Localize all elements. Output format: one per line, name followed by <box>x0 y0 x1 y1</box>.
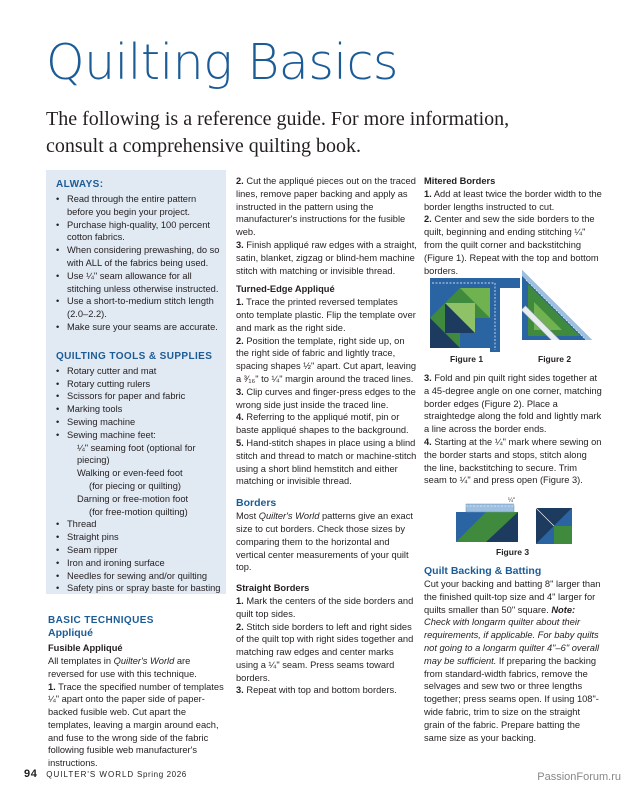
list-item: • Rotary cutter and mat <box>56 365 224 378</box>
mitered-step-3: 3. Fold and pin quilt right sides together at a 45-degree angle on one corner, matching border edges (Figure 2). Place a straightedge along the fold and lightly mark a line across the border ends. <box>424 373 602 435</box>
list-item: • Use a short-to-medium stitch length (2.0–2.2). <box>56 295 224 321</box>
page-footer <box>24 768 187 780</box>
watermark: PassionForum.ru <box>537 771 621 783</box>
straight-step-1: 1. Mark the centers of the side borders and quilt top sides. <box>236 595 414 619</box>
tools-heading: QUILTING TOOLS & SUPPLIES <box>56 350 213 362</box>
list-subitem: ¼" seaming foot (optional for piecing) <box>77 442 196 466</box>
page-title: Quilting Basics <box>46 34 398 91</box>
mitered-borders-heading: Mitered Borders <box>424 176 496 186</box>
straight-step-2: 2. Stitch side borders to left and right sides of the quilt top with right sides together and matching raw edges and center marks using a ¼" seam. Press seams toward borders. <box>236 621 414 683</box>
magazine-name: QUILTER'S WORLD <box>46 770 135 779</box>
list-item: • Seam ripper <box>56 544 224 557</box>
issue-label: Spring 2026 <box>137 770 187 779</box>
turned-step-2: 2. Position the template, right side up, on the right side of fabric and lightly trace, spacing shapes ½" apart. Cut apart, leaving a ³⁄₁₆" to ¼" margin around the traced lines. <box>236 335 417 384</box>
mitered-step-4: 4. Starting at the ¼" mark where sewing on the border starts and stops, stitch along the line, backstitching to secure. Trim seam to ¼" and press open (Figure 3). <box>424 436 602 486</box>
straight-borders-heading: Straight Borders <box>236 583 310 594</box>
list-subitem: Darning or free-motion foot <box>77 493 189 504</box>
fusible-step-2: 2. Cut the appliqué pieces out on the traced lines, remove paper backing and apply as instructed in the pattern using the manufacturer's instructions for the fusible web. <box>236 176 416 238</box>
figure-3-illustration <box>456 500 586 544</box>
list-item: • Make sure your seams are accurate. <box>56 321 224 334</box>
column-3-top <box>424 175 602 276</box>
turned-edge-heading: Turned-Edge Appliqué <box>236 284 335 295</box>
list-item: • Straight pins <box>56 531 224 544</box>
column-3-bottom <box>424 564 602 744</box>
list-item: • Iron and ironing surface <box>56 557 224 570</box>
always-heading: ALWAYS: <box>56 179 104 190</box>
turned-step-1: 1. Trace the printed reversed templates onto template plastic. Flip the template over and mark as the right side. <box>236 297 416 333</box>
straight-step-3: 3. Repeat with top and bottom borders. <box>236 685 397 696</box>
backing-heading: Quilt Backing & Batting <box>424 565 542 577</box>
list-item: • Scissors for paper and fabric <box>56 390 224 403</box>
list-item: • Sewing machine feet: <box>56 429 224 442</box>
figure-quarter-mark: ¼" <box>508 498 516 504</box>
fusible-step-3: 3. Finish appliqué raw edges with a straight, satin, blanket, zigzag or blind-hem machine stitch with matching or invisible thread. <box>236 239 417 276</box>
list-item: • Sewing machine <box>56 416 224 429</box>
mitered-step-1: 1. Add at least twice the border width to the border lengths instructed to cut. <box>424 188 602 212</box>
list-item: • Rotary cutting rulers <box>56 378 224 391</box>
borders-intro: Most Quilter's World patterns give an exact size to cut borders. Check those sizes by comparing them to the horizontal and vertical center measurements of your quilt top. <box>236 511 413 573</box>
list-subitem: (for free-motion quilting) <box>89 506 188 517</box>
figure-3-label: Figure 3 <box>496 547 530 557</box>
tools-list <box>48 365 224 595</box>
column-2 <box>236 175 418 697</box>
turned-step-4: 4. Referring to the appliqué motif, pin or baste appliqué shapes to the background. <box>236 412 409 436</box>
list-item: • Use ¼" seam allowance for all stitching unless otherwise instructed. <box>56 270 224 296</box>
list-item: • Thread <box>56 518 224 531</box>
fusible-intro: All templates in Quilter's World are reversed for use with this technique. <box>48 655 197 679</box>
column-3-middle <box>424 372 602 487</box>
applique-heading: Appliqué <box>48 627 93 640</box>
turned-step-3: 3. Clip curves and finger-press edges to the wrong side just inside the traced line. <box>236 386 416 410</box>
list-subitem: Walking or even-feed foot <box>77 468 183 479</box>
list-item: • Marking tools <box>56 403 224 416</box>
mitered-step-2: 2. Center and sew the side borders to the quilt, beginning and ending stitching ¼" from the quilt corner and backstitching (Figure 1). Repeat with the top and bottom borders. <box>424 214 599 276</box>
figure-2-illustration <box>522 270 594 340</box>
column-1 <box>48 178 224 770</box>
basic-techniques-heading: BASIC TECHNIQUES <box>48 615 154 627</box>
page-number: 94 <box>24 768 38 780</box>
fusible-applique-heading: Fusible Appliqué <box>48 643 123 654</box>
list-item: • Needles for sewing and/or quilting <box>56 570 224 583</box>
backing-text: Cut your backing and batting 8" larger than the finished quilt-top size and 4" larger for quilts smaller than 50" square. Note: Check with longarm quilter about their requirements, if applicable. For baby quilts not going to a longarm quilter 4"–6" overall may be sufficient. If preparing the backing from standard-width fabrics, remove the selvages and sew two or three lengths together; press seams open. If using 108"-wide fabric, trim to size on the straight grain of the fabric. Prepare batting the same size as your backing. <box>424 579 601 743</box>
list-item: • When considering prewashing, do so with ALL of the fabrics being used. <box>56 244 224 270</box>
list-subitem: (for piecing or quilting) <box>89 480 181 491</box>
page-subtitle: The following is a reference guide. For more information, consult a comprehensive quilting book. <box>46 108 510 157</box>
turned-step-5: 5. Hand-stitch shapes in place using a blind stitch and thread to match or machine-stitch using a short blind hemstitch and either matching or invisible thread. <box>236 437 417 487</box>
always-list <box>48 193 224 334</box>
borders-heading: Borders <box>236 497 277 510</box>
figure-1-illustration <box>430 270 522 352</box>
list-item: • Read through the entire pattern before you begin your project. <box>56 193 224 219</box>
figure-1-label: Figure 1 <box>450 354 484 364</box>
list-item: • Safety pins or spray baste for basting <box>56 582 224 595</box>
fusible-step-1: 1. Trace the specified number of templates ¼" apart onto the paper side of paper-backed fusible web. Cut apart the templates, leaving a margin around each, and fuse to the wrong side of the fabric following fusible web manufacturer's instructions. <box>48 681 224 769</box>
list-item: • Purchase high-quality, 100 percent cotton fabrics. <box>56 219 224 245</box>
figure-2-label: Figure 2 <box>538 354 572 364</box>
